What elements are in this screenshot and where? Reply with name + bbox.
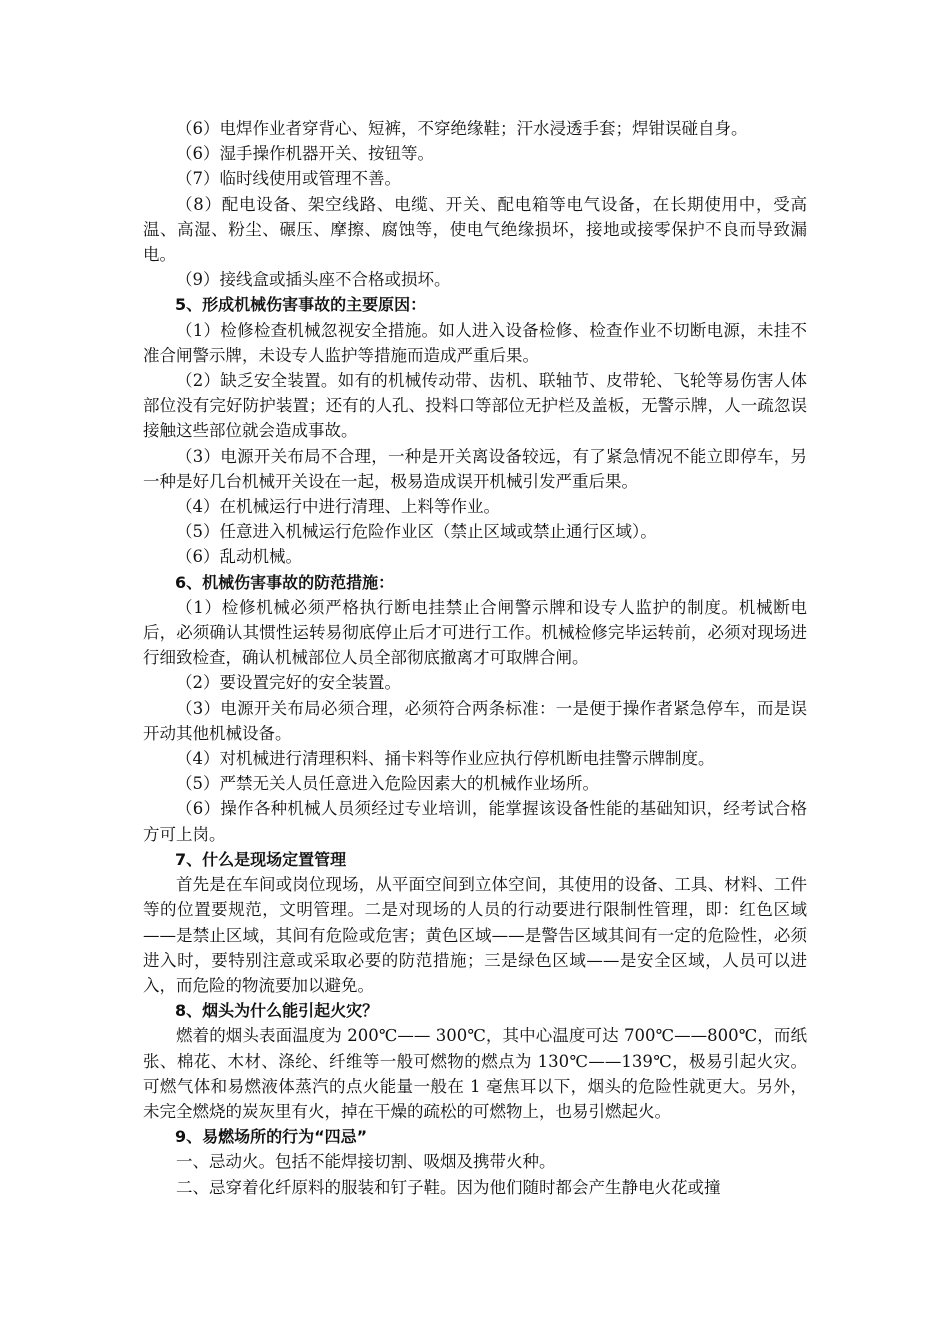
body-paragraph: 燃着的烟头表面温度为 200℃—— 300℃，其中心温度可达 700℃——800℃，而纸张、棉花、木材、涤纶、纤维等一般可燃物的燃点为 130℃——139℃，极易引起火灾。可燃气体和易燃液体蒸汽的点火能量一般在 1 毫焦耳以下，烟头的危险性就更大。另外，未完全燃烧的炭灰里有火，掉在干燥的疏松的可燃物上，也易引燃起火。 — [143, 1026, 807, 1121]
body-paragraph: （6）乱动机械。 — [176, 547, 302, 567]
body-paragraph: （1）检修检查机械忽视安全措施。如人进入设备检修、检查作业不切断电源，未挂不准合闸警示牌，未设专人监护等措施而造成严重后果。 — [143, 320, 807, 365]
body-paragraph: （6）操作各种机械人员须经过专业培训，能掌握该设备性能的基础知识，经考试合格方可上岗。 — [143, 799, 807, 844]
body-paragraph: （6）电焊作业者穿背心、短裤，不穿绝缘鞋；汗水浸透手套；焊钳误碰自身。 — [176, 119, 748, 138]
body-paragraph: 一、忌动火。包括不能焊接切割、吸烟及携带火种。 — [176, 1152, 556, 1172]
body-paragraph: （8）配电设备、架空线路、电缆、开关、配电箱等电气设备，在长期使用中，受高温、高湿、粉尘、碾压、摩擦、腐蚀等，使电气绝缘损坏，接地或接零保护不良而导致漏电。 — [143, 194, 807, 265]
section-heading: 5、形成机械伤害事故的主要原因： — [175, 295, 427, 315]
body-paragraph: （6）湿手操作机器开关、按钮等。 — [176, 144, 434, 164]
body-paragraph: （7）临时线使用或管理不善。 — [176, 169, 401, 189]
body-paragraph: （3）电源开关布局必须合理，必须符合两条标准：一是便于操作者紧急停车，而是误开动其他机械设备。 — [143, 698, 807, 743]
section-heading: 9、易燃场所的行为“四忌” — [175, 1127, 368, 1147]
body-paragraph: （5）任意进入机械运行危险作业区（禁止区域或禁止通行区域）。 — [176, 522, 657, 542]
section-heading: 8、烟头为什么能引起火灾？ — [175, 1001, 379, 1021]
body-paragraph: （2）缺乏安全装置。如有的机械传动带、齿机、联轴节、皮带轮、飞轮等易伤害人体部位没有完好防护装置；还有的人孔、投料口等部位无护栏及盖板，无警示牌，人一疏忽误接触这些部位就会造成事故。 — [143, 371, 807, 441]
section-heading: 6、机械伤害事故的防范措施： — [175, 572, 395, 592]
body-paragraph: （2）要设置完好的安全装置。 — [176, 673, 401, 693]
body-paragraph: 首先是在车间或岗位现场，从平面空间到立体空间，其使用的设备、工具、材料、工件等的位置要规范，文明管理。二是对现场的人员的行动要进行限制性管理，即：红色区域——是禁止区域，其间有危险或危害；黄色区域——是警告区域其间有一定的危险性，必须进入时，要特别注意或采取必要的防范措施；三是绿色区域——是安全区域，人员可以进入，而危险的物流要加以避免。 — [143, 875, 807, 995]
body-paragraph: （4）对机械进行清理积料、捅卡料等作业应执行停机断电挂警示牌制度。 — [176, 749, 715, 769]
body-paragraph: （9）接线盒或插头座不合格或损坏。 — [176, 270, 451, 290]
body-paragraph: （3）电源开关布局不合理，一种是开关离设备较远，有了紧急情况不能立即停车，另一种是好几台机械开关设在一起，极易造成误开机械引发严重后果。 — [143, 446, 807, 491]
section-heading: 7、什么是现场定置管理 — [175, 849, 347, 869]
body-paragraph: （5）严禁无关人员任意进入危险因素大的机械作业场所。 — [176, 774, 599, 794]
body-paragraph: 二、忌穿着化纤原料的服装和钉子鞋。因为他们随时都会产生静电火花或撞 — [176, 1177, 721, 1197]
body-paragraph: （4）在机械运行中进行清理、上料等作业。 — [176, 497, 500, 517]
document-body — [143, 116, 807, 1200]
body-paragraph: （1）检修机械必须严格执行断电挂禁止合闸警示牌和设专人监护的制度。机械断电后，必须确认其惯性运转易彻底停止后才可进行工作。机械检修完毕运转前，必须对现场进行细致检查，确认机械部位人员全部彻底撤离才可取牌合闸。 — [143, 597, 807, 668]
